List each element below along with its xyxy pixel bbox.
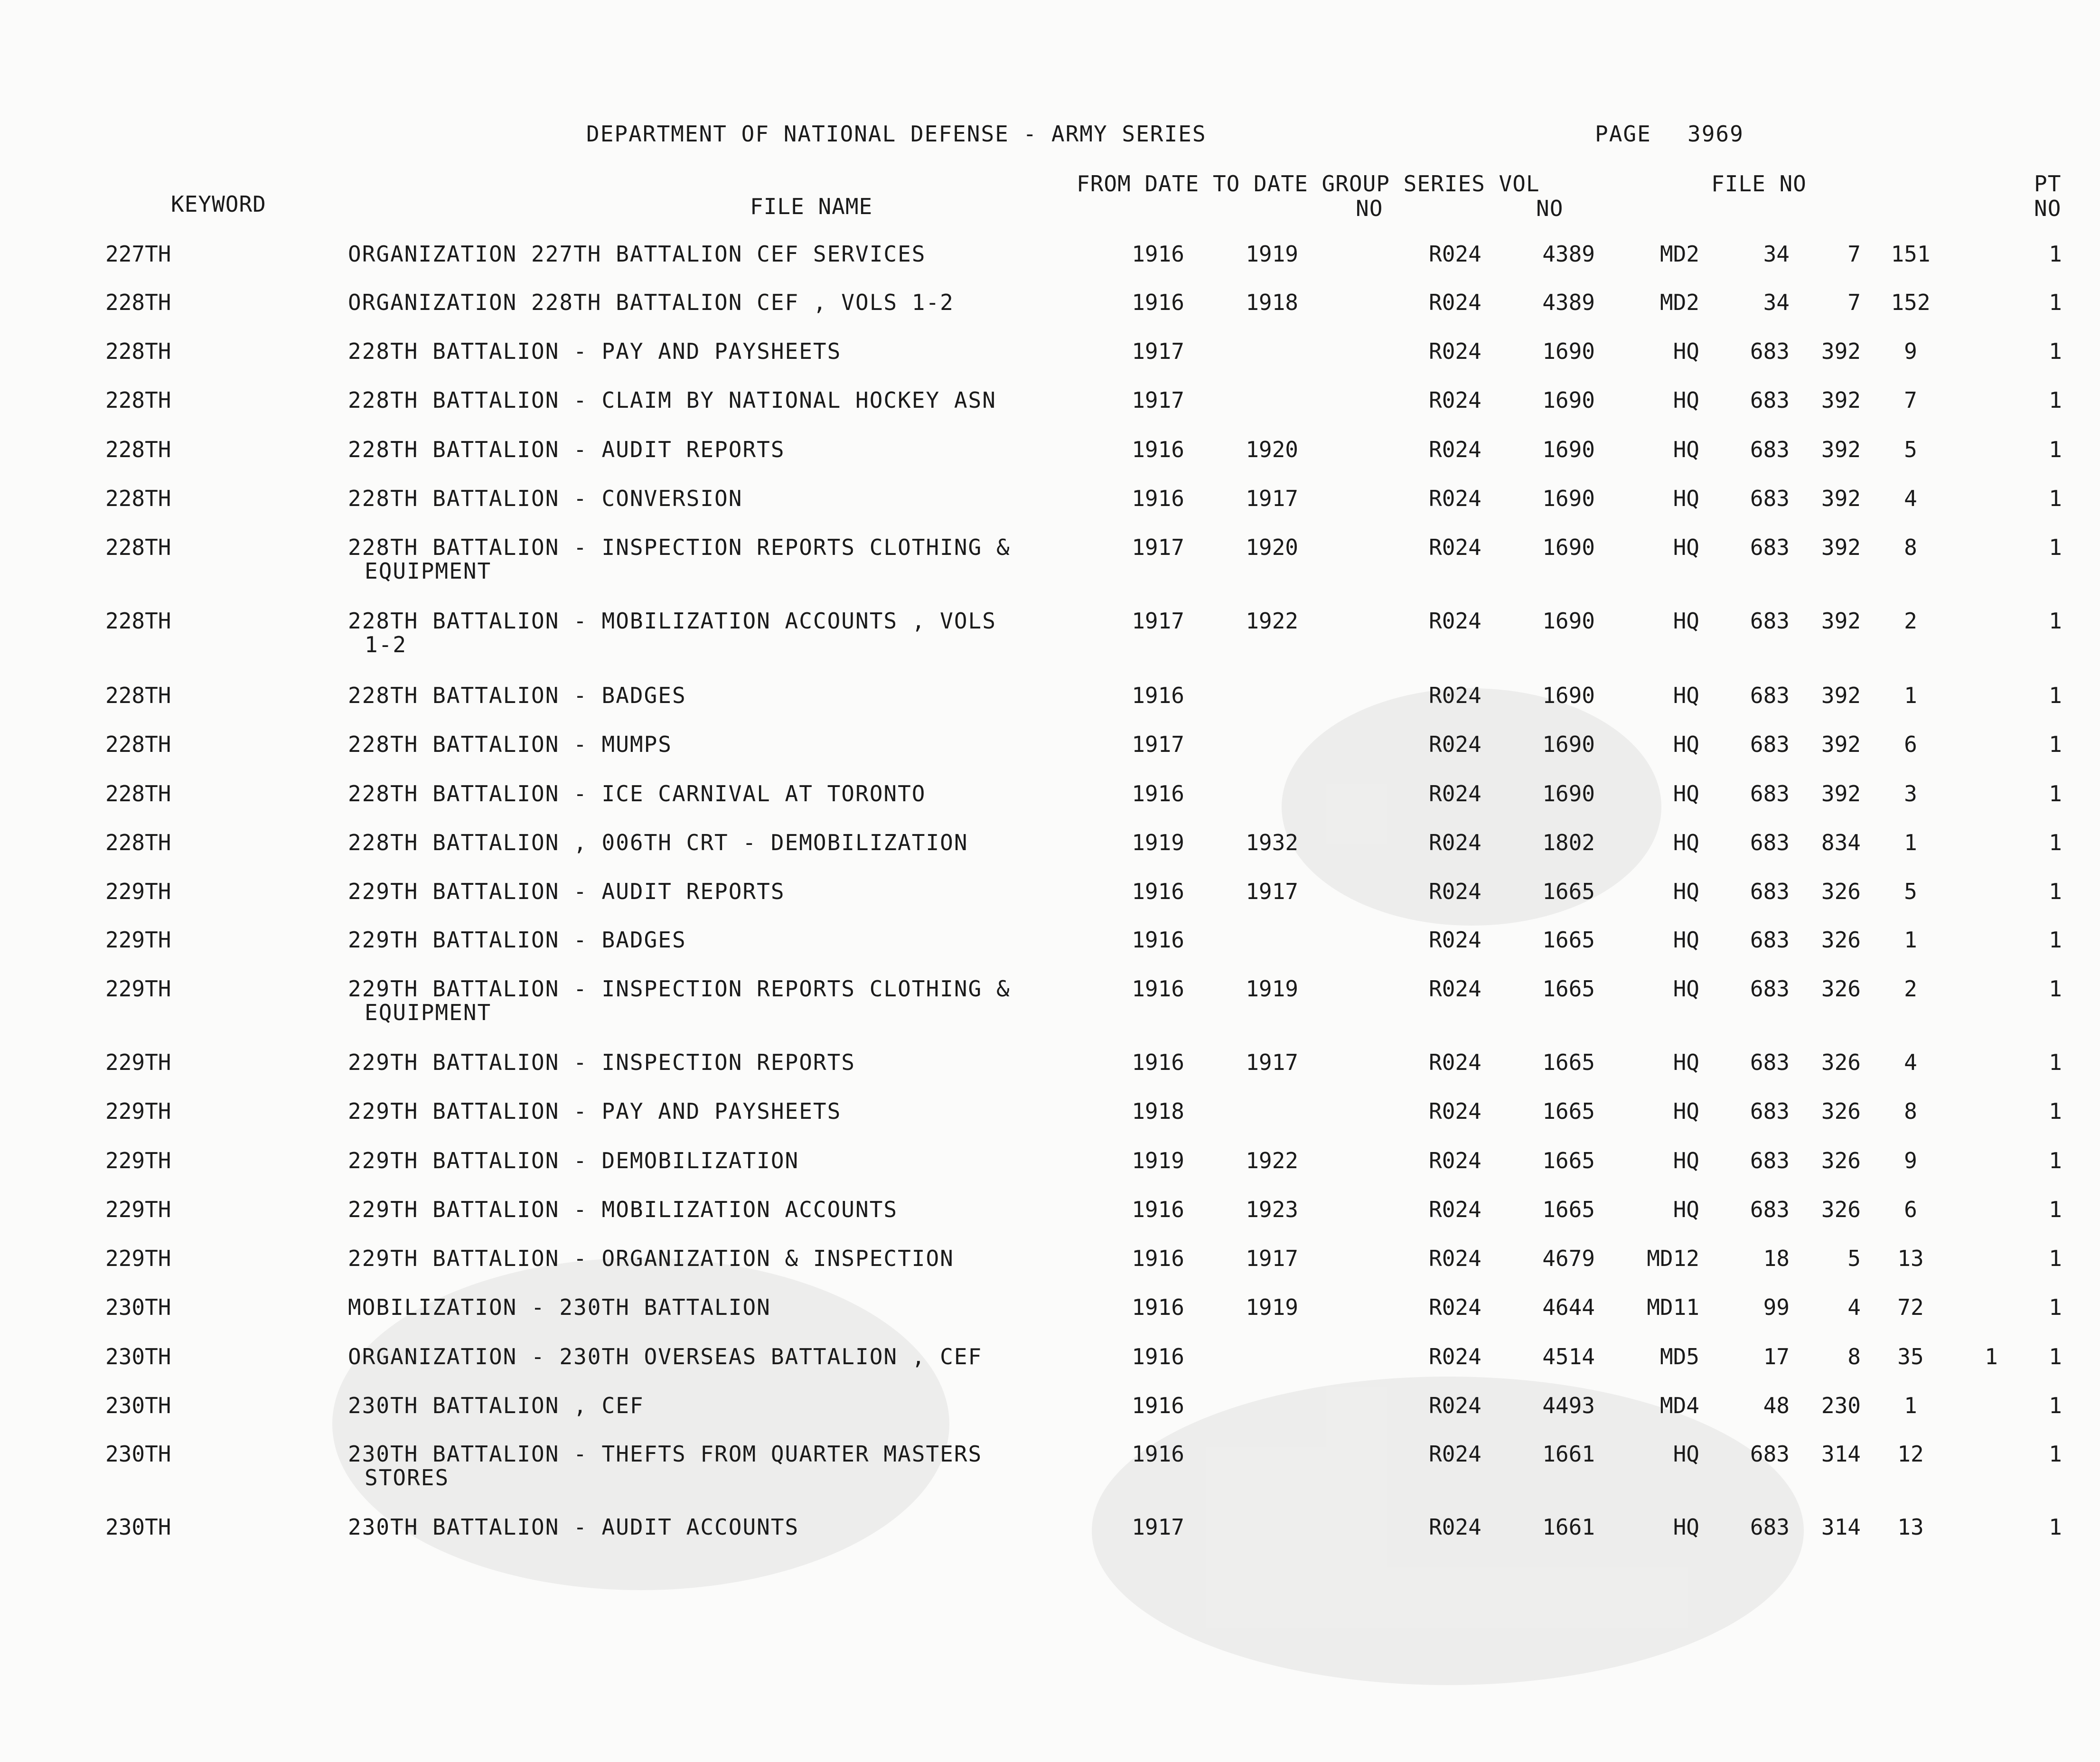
series-cell: R024 (1429, 387, 1481, 413)
file-no-part3-cell: 5 (1904, 879, 1917, 904)
file-no-part1-cell: 683 (1750, 1050, 1790, 1075)
file-no-part3-cell: 35 (1897, 1344, 1924, 1369)
keyword-cell: 228TH (105, 387, 171, 413)
file-no-part2-cell: 5 (1847, 1246, 1861, 1271)
pt-no-cell: 1 (2049, 976, 2062, 1002)
file-no-prefix-cell: MD11 (1647, 1294, 1699, 1320)
file-no-part1-cell: 683 (1750, 683, 1790, 708)
file-name-cell: 229TH BATTALION - ORGANIZATION & INSPECTION (348, 1246, 954, 1271)
file-no-part2-cell: 326 (1821, 927, 1861, 953)
series-cell: R024 (1429, 976, 1481, 1002)
from-date-cell: 1916 (1132, 1441, 1184, 1467)
to-date-cell: 1919 (1246, 241, 1298, 267)
from-date-cell: 1916 (1132, 781, 1184, 806)
file-no-part3-cell: 7 (1904, 387, 1917, 413)
file-no-part2-cell: 326 (1821, 879, 1861, 904)
vol-cell: 4493 (1542, 1393, 1595, 1418)
series-cell: R024 (1429, 1344, 1481, 1369)
pt-no-cell: 1 (2049, 1514, 2062, 1540)
series-cell: R024 (1429, 290, 1481, 315)
from-date-cell: 1917 (1132, 731, 1184, 757)
from-date-cell: 1916 (1132, 241, 1184, 267)
file-no-part1-cell: 48 (1763, 1393, 1790, 1418)
vol-cell: 1665 (1542, 1050, 1595, 1075)
col-header-pt-no: NO (2034, 196, 2062, 221)
pt-no-cell: 1 (2049, 1050, 2062, 1075)
file-no-prefix-cell: HQ (1673, 830, 1699, 855)
file-no-part1-cell: 683 (1750, 1441, 1790, 1467)
pt-no-cell: 1 (2049, 879, 2062, 904)
file-no-part2-cell: 326 (1821, 1098, 1861, 1124)
file-name-cell: 229TH BATTALION - MOBILIZATION ACCOUNTS (348, 1197, 898, 1222)
file-no-prefix-cell: HQ (1673, 1197, 1699, 1222)
to-date-cell: 1932 (1246, 830, 1298, 855)
file-no-prefix-cell: MD5 (1659, 1344, 1699, 1369)
file-no-prefix-cell: HQ (1673, 608, 1699, 634)
file-no-part3-cell: 4 (1904, 1050, 1917, 1075)
file-name-cell: 228TH BATTALION - ICE CARNIVAL AT TORONTO (348, 781, 926, 806)
series-cell: R024 (1429, 534, 1481, 560)
file-no-part3-cell: 1 (1904, 830, 1917, 855)
file-no-prefix-cell: HQ (1673, 781, 1699, 806)
file-no-part2-cell: 326 (1821, 1050, 1861, 1075)
pt-no-cell: 1 (2049, 608, 2062, 634)
pt-no-cell: 1 (2049, 683, 2062, 708)
series-cell: R024 (1429, 1050, 1481, 1075)
col-header-dates-group-series-vol: FROM DATE TO DATE GROUP SERIES VOL (1077, 171, 1540, 197)
keyword-cell: 229TH (105, 1148, 171, 1173)
file-no-part1-cell: 683 (1750, 1098, 1790, 1124)
file-no-part1-cell: 17 (1763, 1344, 1790, 1369)
file-no-part3-cell: 72 (1897, 1294, 1924, 1320)
file-no-part3-cell: 6 (1904, 1197, 1917, 1222)
report-title: DEPARTMENT OF NATIONAL DEFENSE - ARMY SERIES (586, 121, 1207, 147)
file-no-part2-cell: 4 (1847, 1294, 1861, 1320)
keyword-cell: 230TH (105, 1393, 171, 1418)
file-name-cell: 228TH BATTALION - BADGES (348, 683, 686, 708)
file-no-prefix-cell: HQ (1673, 437, 1699, 462)
pt-no-cell: 1 (2049, 781, 2062, 806)
file-name-cell: ORGANIZATION - 230TH OVERSEAS BATTALION , CEF (348, 1344, 983, 1369)
file-no-part2-cell: 392 (1821, 387, 1861, 413)
series-cell: R024 (1429, 1514, 1481, 1540)
keyword-cell: 227TH (105, 241, 171, 267)
file-no-prefix-cell: HQ (1673, 879, 1699, 904)
file-name-cell: 228TH BATTALION - CONVERSION (348, 486, 743, 511)
file-no-part1-cell: 683 (1750, 1514, 1790, 1540)
file-no-prefix-cell: HQ (1673, 1148, 1699, 1173)
vol-cell: 1661 (1542, 1514, 1595, 1540)
file-name-continuation: EQUIPMENT (365, 558, 492, 584)
file-no-prefix-cell: HQ (1673, 1050, 1699, 1075)
file-no-prefix-cell: HQ (1673, 534, 1699, 560)
vol-cell: 1665 (1542, 927, 1595, 953)
vol-cell: 1661 (1542, 1441, 1595, 1467)
keyword-cell: 228TH (105, 486, 171, 511)
series-cell: R024 (1429, 781, 1481, 806)
file-no-part1-cell: 34 (1763, 290, 1790, 315)
file-no-prefix-cell: MD12 (1647, 1246, 1699, 1271)
series-cell: R024 (1429, 608, 1481, 634)
file-no-prefix-cell: MD2 (1659, 290, 1699, 315)
from-date-cell: 1916 (1132, 1246, 1184, 1271)
file-name-cell: 228TH BATTALION - MUMPS (348, 731, 672, 757)
vol-cell: 1690 (1542, 534, 1595, 560)
file-no-part3-cell: 1 (1904, 683, 1917, 708)
file-name-cell: 228TH BATTALION , 006TH CRT - DEMOBILIZATION (348, 830, 968, 855)
file-no-prefix-cell: HQ (1673, 976, 1699, 1002)
pt-no-cell: 1 (2049, 1246, 2062, 1271)
series-cell: R024 (1429, 486, 1481, 511)
keyword-cell: 228TH (105, 830, 171, 855)
file-no-part1-cell: 683 (1750, 486, 1790, 511)
file-no-part2-cell: 392 (1821, 781, 1861, 806)
file-no-part1-cell: 683 (1750, 534, 1790, 560)
pt-no-cell: 1 (2049, 486, 2062, 511)
pt-no-cell: 1 (2049, 1344, 2062, 1369)
to-date-cell: 1920 (1246, 534, 1298, 560)
file-no-part1-cell: 683 (1750, 781, 1790, 806)
file-no-prefix-cell: MD2 (1659, 241, 1699, 267)
file-name-cell: 230TH BATTALION - THEFTS FROM QUARTER MASTERS (348, 1441, 983, 1467)
file-no-part1-cell: 683 (1750, 608, 1790, 634)
keyword-cell: 228TH (105, 338, 171, 364)
col-header-file-name: FILE NAME (750, 194, 873, 219)
file-no-part3-cell: 13 (1897, 1514, 1924, 1540)
file-no-part3-cell: 2 (1904, 608, 1917, 634)
keyword-cell: 229TH (105, 1098, 171, 1124)
series-cell: R024 (1429, 1294, 1481, 1320)
to-date-cell: 1919 (1246, 1294, 1298, 1320)
file-name-cell: 230TH BATTALION , CEF (348, 1393, 644, 1418)
from-date-cell: 1916 (1132, 1197, 1184, 1222)
from-date-cell: 1917 (1132, 1514, 1184, 1540)
pt-no-cell: 1 (2049, 387, 2062, 413)
file-name-cell: 229TH BATTALION - PAY AND PAYSHEETS (348, 1098, 842, 1124)
file-no-part2-cell: 7 (1847, 241, 1861, 267)
to-date-cell: 1917 (1246, 879, 1298, 904)
file-name-cell: 229TH BATTALION - BADGES (348, 927, 686, 953)
series-cell: R024 (1429, 683, 1481, 708)
vol-cell: 1802 (1542, 830, 1595, 855)
file-no-part1-cell: 683 (1750, 437, 1790, 462)
series-cell: R024 (1429, 437, 1481, 462)
file-no-part2-cell: 834 (1821, 830, 1861, 855)
file-no-part2-cell: 392 (1821, 683, 1861, 708)
from-date-cell: 1916 (1132, 1050, 1184, 1075)
to-date-cell: 1917 (1246, 1246, 1298, 1271)
from-date-cell: 1917 (1132, 608, 1184, 634)
from-date-cell: 1918 (1132, 1098, 1184, 1124)
file-no-part1-cell: 683 (1750, 927, 1790, 953)
file-no-part2-cell: 392 (1821, 608, 1861, 634)
from-date-cell: 1916 (1132, 976, 1184, 1002)
file-no-part2-cell: 392 (1821, 338, 1861, 364)
file-no-part1-cell: 683 (1750, 387, 1790, 413)
series-cell: R024 (1429, 1148, 1481, 1173)
to-date-cell: 1920 (1246, 437, 1298, 462)
vol-cell: 1665 (1542, 976, 1595, 1002)
file-no-part3-cell: 13 (1897, 1246, 1924, 1271)
to-date-cell: 1917 (1246, 486, 1298, 511)
file-no-prefix-cell: HQ (1673, 1098, 1699, 1124)
file-no-part3-cell: 1 (1904, 927, 1917, 953)
keyword-cell: 228TH (105, 781, 171, 806)
file-no-part3-cell: 6 (1904, 731, 1917, 757)
pt-no-cell: 1 (2049, 927, 2062, 953)
file-name-continuation: STORES (365, 1465, 450, 1490)
file-no-part3-cell: 5 (1904, 437, 1917, 462)
file-name-cell: 230TH BATTALION - AUDIT ACCOUNTS (348, 1514, 799, 1540)
series-cell: R024 (1429, 1441, 1481, 1467)
file-no-prefix-cell: HQ (1673, 927, 1699, 953)
file-no-part3-cell: 152 (1891, 290, 1931, 315)
file-no-part1-cell: 683 (1750, 976, 1790, 1002)
vol-cell: 1665 (1542, 1098, 1595, 1124)
file-no-prefix-cell: MD4 (1659, 1393, 1699, 1418)
vol-cell: 4389 (1542, 241, 1595, 267)
file-no-prefix-cell: HQ (1673, 683, 1699, 708)
from-date-cell: 1916 (1132, 486, 1184, 511)
file-name-cell: MOBILIZATION - 230TH BATTALION (348, 1294, 771, 1320)
from-date-cell: 1916 (1132, 683, 1184, 708)
file-no-part3-cell: 151 (1891, 241, 1931, 267)
file-no-part3-cell: 4 (1904, 486, 1917, 511)
file-no-part2-cell: 326 (1821, 1148, 1861, 1173)
keyword-cell: 229TH (105, 976, 171, 1002)
keyword-cell: 230TH (105, 1514, 171, 1540)
col-header-file-no: FILE NO (1711, 171, 1807, 197)
file-no-part1-cell: 683 (1750, 338, 1790, 364)
series-cell: R024 (1429, 1393, 1481, 1418)
file-no-prefix-cell: HQ (1673, 387, 1699, 413)
from-date-cell: 1917 (1132, 534, 1184, 560)
keyword-cell: 230TH (105, 1441, 171, 1467)
file-name-cell: 228TH BATTALION - MOBILIZATION ACCOUNTS , VOLS (348, 608, 996, 634)
keyword-cell: 228TH (105, 437, 171, 462)
pt-no-cell: 1 (2049, 830, 2062, 855)
vol-cell: 1690 (1542, 387, 1595, 413)
file-no-part3-cell: 9 (1904, 338, 1917, 364)
vol-cell: 1690 (1542, 781, 1595, 806)
keyword-cell: 228TH (105, 608, 171, 634)
col-header-keyword: KEYWORD (171, 191, 266, 217)
file-no-part1-cell: 683 (1750, 1148, 1790, 1173)
file-no-part2-cell: 392 (1821, 731, 1861, 757)
file-no-part2-cell: 8 (1847, 1344, 1861, 1369)
keyword-cell: 228TH (105, 683, 171, 708)
file-no-part2-cell: 392 (1821, 486, 1861, 511)
pt-no-cell: 1 (2049, 241, 2062, 267)
file-no-part3-cell: 9 (1904, 1148, 1917, 1173)
pt-no-cell: 1 (2049, 1441, 2062, 1467)
from-date-cell: 1916 (1132, 1294, 1184, 1320)
from-date-cell: 1916 (1132, 1393, 1184, 1418)
page-label: PAGE (1595, 121, 1651, 147)
file-no-part3-cell: 12 (1897, 1441, 1924, 1467)
keyword-cell: 229TH (105, 1050, 171, 1075)
from-date-cell: 1917 (1132, 387, 1184, 413)
file-name-cell: 229TH BATTALION - INSPECTION REPORTS CLOTHING & (348, 976, 1011, 1002)
pt-no-cell: 1 (2049, 1098, 2062, 1124)
to-date-cell: 1922 (1246, 1148, 1298, 1173)
to-date-cell: 1923 (1246, 1197, 1298, 1222)
file-no-part2-cell: 314 (1821, 1441, 1861, 1467)
to-date-cell: 1918 (1246, 290, 1298, 315)
series-cell: R024 (1429, 1098, 1481, 1124)
from-date-cell: 1916 (1132, 927, 1184, 953)
extra-cell: 1 (1985, 1344, 1998, 1369)
file-name-continuation: 1-2 (365, 632, 407, 657)
pt-no-cell: 1 (2049, 437, 2062, 462)
series-cell: R024 (1429, 927, 1481, 953)
vol-cell: 4514 (1542, 1344, 1595, 1369)
vol-cell: 1665 (1542, 879, 1595, 904)
from-date-cell: 1916 (1132, 290, 1184, 315)
series-cell: R024 (1429, 1197, 1481, 1222)
to-date-cell: 1919 (1246, 976, 1298, 1002)
page-number: 3969 (1688, 121, 1744, 147)
series-cell: R024 (1429, 338, 1481, 364)
file-no-prefix-cell: HQ (1673, 486, 1699, 511)
file-no-part1-cell: 99 (1763, 1294, 1790, 1320)
pt-no-cell: 1 (2049, 1393, 2062, 1418)
file-no-prefix-cell: HQ (1673, 338, 1699, 364)
vol-cell: 1690 (1542, 486, 1595, 511)
keyword-cell: 229TH (105, 1197, 171, 1222)
keyword-cell: 229TH (105, 1246, 171, 1271)
file-no-part1-cell: 34 (1763, 241, 1790, 267)
file-no-part3-cell: 1 (1904, 1393, 1917, 1418)
file-no-part2-cell: 326 (1821, 1197, 1861, 1222)
file-name-continuation: EQUIPMENT (365, 1000, 492, 1025)
from-date-cell: 1916 (1132, 437, 1184, 462)
keyword-cell: 230TH (105, 1344, 171, 1369)
series-cell: R024 (1429, 241, 1481, 267)
vol-cell: 1690 (1542, 608, 1595, 634)
vol-cell: 1690 (1542, 338, 1595, 364)
file-no-prefix-cell: HQ (1673, 1441, 1699, 1467)
col-header-pt: PT (2034, 171, 2062, 197)
file-no-part1-cell: 683 (1750, 1197, 1790, 1222)
file-no-part2-cell: 7 (1847, 290, 1861, 315)
file-no-part2-cell: 392 (1821, 534, 1861, 560)
file-name-cell: 228TH BATTALION - PAY AND PAYSHEETS (348, 338, 842, 364)
vol-cell: 1690 (1542, 437, 1595, 462)
pt-no-cell: 1 (2049, 534, 2062, 560)
file-name-cell: 229TH BATTALION - DEMOBILIZATION (348, 1148, 799, 1173)
file-no-part1-cell: 18 (1763, 1246, 1790, 1271)
vol-cell: 4389 (1542, 290, 1595, 315)
file-name-cell: 228TH BATTALION - CLAIM BY NATIONAL HOCKEY ASN (348, 387, 996, 413)
pt-no-cell: 1 (2049, 1294, 2062, 1320)
vol-cell: 1690 (1542, 731, 1595, 757)
pt-no-cell: 1 (2049, 338, 2062, 364)
col-header-group-no: NO (1356, 196, 1383, 221)
from-date-cell: 1919 (1132, 1148, 1184, 1173)
from-date-cell: 1917 (1132, 338, 1184, 364)
to-date-cell: 1922 (1246, 608, 1298, 634)
vol-cell: 4644 (1542, 1294, 1595, 1320)
keyword-cell: 228TH (105, 290, 171, 315)
vol-cell: 4679 (1542, 1246, 1595, 1271)
series-cell: R024 (1429, 731, 1481, 757)
file-name-cell: 229TH BATTALION - AUDIT REPORTS (348, 879, 785, 904)
file-no-part2-cell: 392 (1821, 437, 1861, 462)
pt-no-cell: 1 (2049, 290, 2062, 315)
file-name-cell: 229TH BATTALION - INSPECTION REPORTS (348, 1050, 855, 1075)
vol-cell: 1665 (1542, 1148, 1595, 1173)
file-no-part2-cell: 326 (1821, 976, 1861, 1002)
file-no-prefix-cell: HQ (1673, 1514, 1699, 1540)
file-name-cell: 228TH BATTALION - AUDIT REPORTS (348, 437, 785, 462)
pt-no-cell: 1 (2049, 1197, 2062, 1222)
keyword-cell: 228TH (105, 534, 171, 560)
pt-no-cell: 1 (2049, 1148, 2062, 1173)
col-header-vol-no: NO (1536, 196, 1564, 221)
file-no-part3-cell: 8 (1904, 534, 1917, 560)
from-date-cell: 1916 (1132, 879, 1184, 904)
from-date-cell: 1916 (1132, 1344, 1184, 1369)
file-no-part1-cell: 683 (1750, 830, 1790, 855)
file-name-cell: 228TH BATTALION - INSPECTION REPORTS CLOTHING & (348, 534, 1011, 560)
from-date-cell: 1919 (1132, 830, 1184, 855)
keyword-cell: 230TH (105, 1294, 171, 1320)
keyword-cell: 229TH (105, 879, 171, 904)
file-no-part3-cell: 2 (1904, 976, 1917, 1002)
file-no-part1-cell: 683 (1750, 731, 1790, 757)
series-cell: R024 (1429, 1246, 1481, 1271)
file-no-prefix-cell: HQ (1673, 731, 1699, 757)
file-name-cell: ORGANIZATION 228TH BATTALION CEF , VOLS 1-2 (348, 290, 954, 315)
file-no-part3-cell: 8 (1904, 1098, 1917, 1124)
series-cell: R024 (1429, 879, 1481, 904)
to-date-cell: 1917 (1246, 1050, 1298, 1075)
file-no-part3-cell: 3 (1904, 781, 1917, 806)
vol-cell: 1690 (1542, 683, 1595, 708)
file-no-part2-cell: 314 (1821, 1514, 1861, 1540)
file-name-cell: ORGANIZATION 227TH BATTALION CEF SERVICES (348, 241, 926, 267)
pt-no-cell: 1 (2049, 731, 2062, 757)
file-no-part2-cell: 230 (1821, 1393, 1861, 1418)
keyword-cell: 229TH (105, 927, 171, 953)
vol-cell: 1665 (1542, 1197, 1595, 1222)
keyword-cell: 228TH (105, 731, 171, 757)
series-cell: R024 (1429, 830, 1481, 855)
file-no-part1-cell: 683 (1750, 879, 1790, 904)
